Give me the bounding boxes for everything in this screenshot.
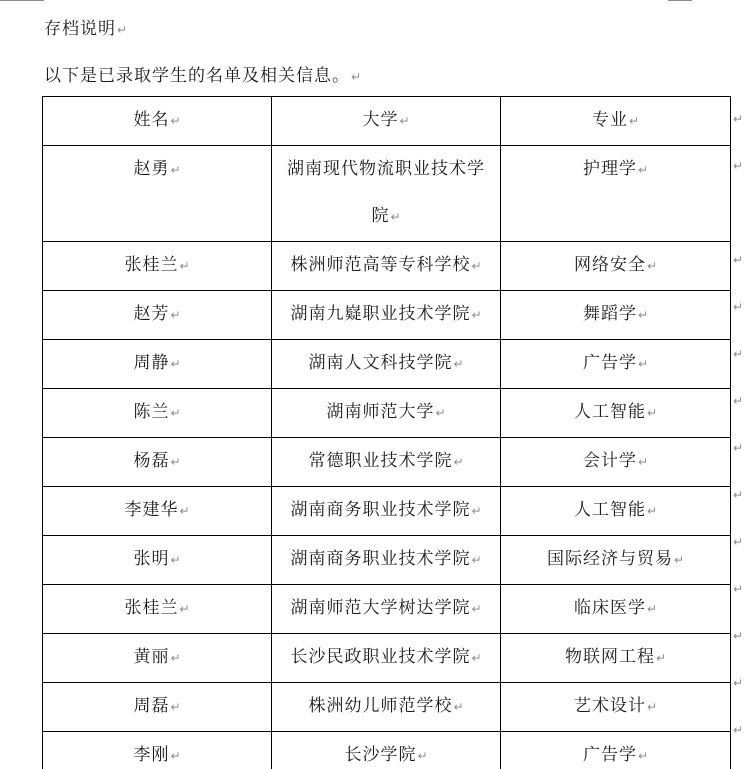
cell-university[interactable]: 长沙学院↵ bbox=[272, 732, 501, 769]
cell-university[interactable]: 湖南师范大学↵ bbox=[272, 389, 501, 438]
cell-end-mark-icon: ↵ bbox=[673, 553, 685, 567]
cell-end-mark-icon: ↵ bbox=[179, 602, 190, 616]
cell-end-mark-icon: ↵ bbox=[179, 259, 190, 273]
cell-end-mark-icon: ↵ bbox=[170, 749, 181, 763]
cell-major[interactable]: 国际经济与贸易↵ bbox=[501, 536, 731, 585]
cell-end-mark-icon: ↵ bbox=[637, 357, 649, 371]
cell-end-mark-icon: ↵ bbox=[170, 163, 181, 177]
header-cell-university[interactable]: 大学↵ bbox=[272, 97, 501, 146]
table-header-row bbox=[43, 97, 731, 146]
intro-paragraph bbox=[44, 61, 361, 86]
cell-major[interactable]: 舞蹈学↵ bbox=[501, 291, 731, 340]
cell-end-mark-icon: ↵ bbox=[471, 651, 482, 665]
table-row bbox=[43, 732, 731, 769]
cell-end-mark-icon: ↵ bbox=[628, 114, 640, 128]
cell-end-mark-icon: ↵ bbox=[646, 700, 658, 714]
document-title-text: 存档说明 bbox=[44, 19, 116, 39]
row-end-mark-icon: ↵ bbox=[733, 253, 744, 267]
cell-name[interactable]: 赵芳↵ bbox=[43, 291, 272, 340]
cell-major[interactable]: 人工智能↵ bbox=[501, 487, 731, 536]
cell-major[interactable]: 广告学↵ bbox=[501, 732, 731, 769]
table-row bbox=[43, 438, 731, 487]
admission-table-body bbox=[43, 97, 731, 769]
row-end-mark-icon: ↵ bbox=[733, 676, 744, 690]
cell-end-mark-icon: ↵ bbox=[170, 357, 181, 371]
table-row bbox=[43, 585, 731, 634]
admission-table bbox=[42, 96, 731, 769]
row-end-mark-icon: ↵ bbox=[733, 347, 744, 361]
cell-university[interactable]: 株洲师范高等专科学校↵ bbox=[272, 242, 501, 291]
row-end-mark-icon: ↵ bbox=[733, 159, 744, 173]
cell-end-mark-icon: ↵ bbox=[646, 406, 658, 420]
row-end-mark-icon: ↵ bbox=[733, 112, 744, 126]
cell-end-mark-icon: ↵ bbox=[399, 114, 410, 128]
cell-end-mark-icon: ↵ bbox=[646, 602, 658, 616]
cell-name[interactable]: 杨磊↵ bbox=[43, 438, 272, 487]
cell-end-mark-icon: ↵ bbox=[637, 308, 649, 322]
cell-end-mark-icon: ↵ bbox=[453, 700, 464, 714]
cell-end-mark-icon: ↵ bbox=[453, 357, 464, 371]
cell-university[interactable]: 常德职业技术学院↵ bbox=[272, 438, 501, 487]
cell-university[interactable]: 湖南现代物流职业技术学院↵ bbox=[272, 146, 501, 242]
cell-end-mark-icon: ↵ bbox=[646, 504, 658, 518]
table-row bbox=[43, 389, 731, 438]
cell-name[interactable]: 周磊↵ bbox=[43, 683, 272, 732]
table-row bbox=[43, 683, 731, 732]
table-row bbox=[43, 634, 731, 683]
page-corner-mark-right bbox=[668, 0, 692, 1]
cell-end-mark-icon: ↵ bbox=[471, 504, 482, 518]
header-cell-name[interactable]: 姓名↵ bbox=[43, 97, 272, 146]
cell-name[interactable]: 李刚↵ bbox=[43, 732, 272, 769]
cell-university[interactable]: 长沙民政职业技术学院↵ bbox=[272, 634, 501, 683]
cell-name[interactable]: 周静↵ bbox=[43, 340, 272, 389]
cell-university[interactable]: 湖南商务职业技术学院↵ bbox=[272, 536, 501, 585]
cell-major[interactable]: 临床医学↵ bbox=[501, 585, 731, 634]
cell-end-mark-icon: ↵ bbox=[417, 749, 428, 763]
row-end-marks bbox=[733, 96, 750, 754]
table-row bbox=[43, 536, 731, 585]
cell-major[interactable]: 人工智能↵ bbox=[501, 389, 731, 438]
cell-end-mark-icon: ↵ bbox=[637, 749, 649, 763]
cell-name[interactable]: 张桂兰↵ bbox=[43, 242, 272, 291]
cell-name[interactable]: 张明↵ bbox=[43, 536, 272, 585]
cell-end-mark-icon: ↵ bbox=[170, 455, 181, 469]
cell-end-mark-icon: ↵ bbox=[471, 602, 482, 616]
row-end-mark-icon: ↵ bbox=[733, 723, 744, 737]
cell-major[interactable]: 物联网工程↵ bbox=[501, 634, 731, 683]
table-row bbox=[43, 242, 731, 291]
cell-university[interactable]: 湖南九嶷职业技术学院↵ bbox=[272, 291, 501, 340]
cell-end-mark-icon: ↵ bbox=[170, 114, 181, 128]
cell-end-mark-icon: ↵ bbox=[471, 259, 482, 273]
cell-end-mark-icon: ↵ bbox=[453, 455, 464, 469]
row-end-mark-icon: ↵ bbox=[733, 535, 744, 549]
cell-end-mark-icon: ↵ bbox=[655, 651, 667, 665]
row-end-mark-icon: ↵ bbox=[733, 441, 744, 455]
cell-university[interactable]: 湖南人文科技学院↵ bbox=[272, 340, 501, 389]
cell-end-mark-icon: ↵ bbox=[637, 455, 649, 469]
paragraph-mark-icon: ↵ bbox=[351, 70, 362, 84]
cell-major[interactable]: 艺术设计↵ bbox=[501, 683, 731, 732]
cell-end-mark-icon: ↵ bbox=[179, 504, 190, 518]
table-row bbox=[43, 340, 731, 389]
cell-end-mark-icon: ↵ bbox=[170, 406, 181, 420]
cell-end-mark-icon: ↵ bbox=[435, 406, 446, 420]
cell-end-mark-icon: ↵ bbox=[170, 700, 181, 714]
page-corner-mark-left bbox=[0, 0, 44, 1]
header-cell-major[interactable]: 专业↵ bbox=[501, 97, 731, 146]
document-title bbox=[44, 14, 127, 39]
row-end-mark-icon: ↵ bbox=[733, 300, 744, 314]
cell-major[interactable]: 网络安全↵ bbox=[501, 242, 731, 291]
cell-end-mark-icon: ↵ bbox=[646, 259, 658, 273]
cell-end-mark-icon: ↵ bbox=[471, 308, 482, 322]
cell-university[interactable]: 湖南商务职业技术学院↵ bbox=[272, 487, 501, 536]
row-end-mark-icon: ↵ bbox=[733, 582, 744, 596]
cell-university[interactable]: 株洲幼儿师范学校↵ bbox=[272, 683, 501, 732]
cell-major[interactable]: 广告学↵ bbox=[501, 340, 731, 389]
cell-name[interactable]: 陈兰↵ bbox=[43, 389, 272, 438]
cell-end-mark-icon: ↵ bbox=[390, 210, 401, 224]
cell-name[interactable]: 李建华↵ bbox=[43, 487, 272, 536]
cell-end-mark-icon: ↵ bbox=[170, 651, 181, 665]
cell-name[interactable]: 黄丽↵ bbox=[43, 634, 272, 683]
cell-major[interactable]: 会计学↵ bbox=[501, 438, 731, 487]
cell-university[interactable]: 湖南师范大学树达学院↵ bbox=[272, 585, 501, 634]
cell-end-mark-icon: ↵ bbox=[170, 553, 181, 567]
row-end-mark-icon: ↵ bbox=[733, 629, 744, 643]
table-row bbox=[43, 146, 731, 242]
cell-end-mark-icon: ↵ bbox=[170, 308, 181, 322]
table-row bbox=[43, 487, 731, 536]
paragraph-mark-icon: ↵ bbox=[117, 23, 128, 37]
cell-name[interactable]: 赵勇↵ bbox=[43, 146, 272, 242]
row-end-mark-icon: ↵ bbox=[733, 394, 744, 408]
row-end-mark-icon: ↵ bbox=[733, 488, 744, 502]
cell-major[interactable]: 护理学↵ bbox=[501, 146, 731, 242]
cell-name[interactable]: 张桂兰↵ bbox=[43, 585, 272, 634]
intro-text: 以下是已录取学生的名单及相关信息。 bbox=[44, 66, 350, 86]
cell-end-mark-icon: ↵ bbox=[637, 163, 649, 177]
table-row bbox=[43, 291, 731, 340]
cell-end-mark-icon: ↵ bbox=[471, 553, 482, 567]
